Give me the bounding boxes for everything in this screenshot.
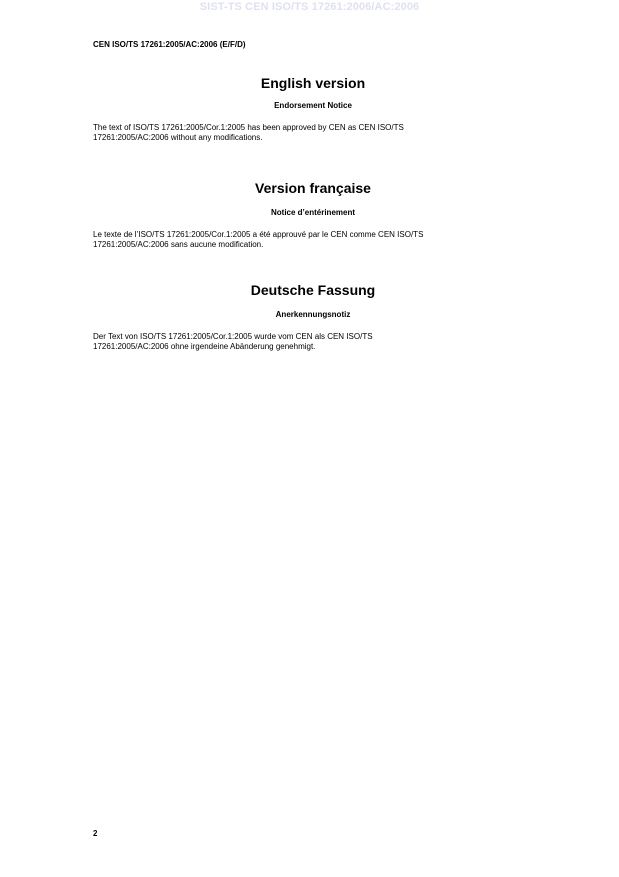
section-body: Der Text von ISO/TS 17261:2005/Cor.1:2005 wurde vom CEN als CEN ISO/TS 17261:2005/AC:2006 ohne irgendeine Abänderung genehmigt.: [93, 332, 373, 351]
section-french: [93, 180, 533, 250]
page-number: 2: [93, 829, 98, 838]
document-identifier: CEN ISO/TS 17261:2005/AC:2006 (E/F/D): [93, 40, 246, 49]
section-subheading: Notice d’entérinement: [270, 208, 355, 217]
section-heading: Version française: [255, 180, 371, 196]
section-heading: English version: [260, 75, 366, 91]
section-german: [93, 282, 533, 352]
section-body: Le texte de l’ISO/TS 17261:2005/Cor.1:2005 a été approuvé par le CEN comme CEN ISO/TS 17261:2005/AC:2006 sans aucune modification.: [93, 230, 424, 249]
watermark: SIST-TS CEN ISO/TS 17261:2006/AC:2006: [199, 1, 420, 13]
section-english: [93, 75, 533, 143]
section-subheading: Anerkennungsnotiz: [275, 310, 351, 319]
section-subheading: Endorsement Notice: [274, 101, 352, 110]
section-heading: Deutsche Fassung: [250, 282, 376, 298]
section-body: The text of ISO/TS 17261:2005/Cor.1:2005 has been approved by CEN as CEN ISO/TS 17261:2005/AC:2006 without any modifications.: [93, 123, 404, 142]
